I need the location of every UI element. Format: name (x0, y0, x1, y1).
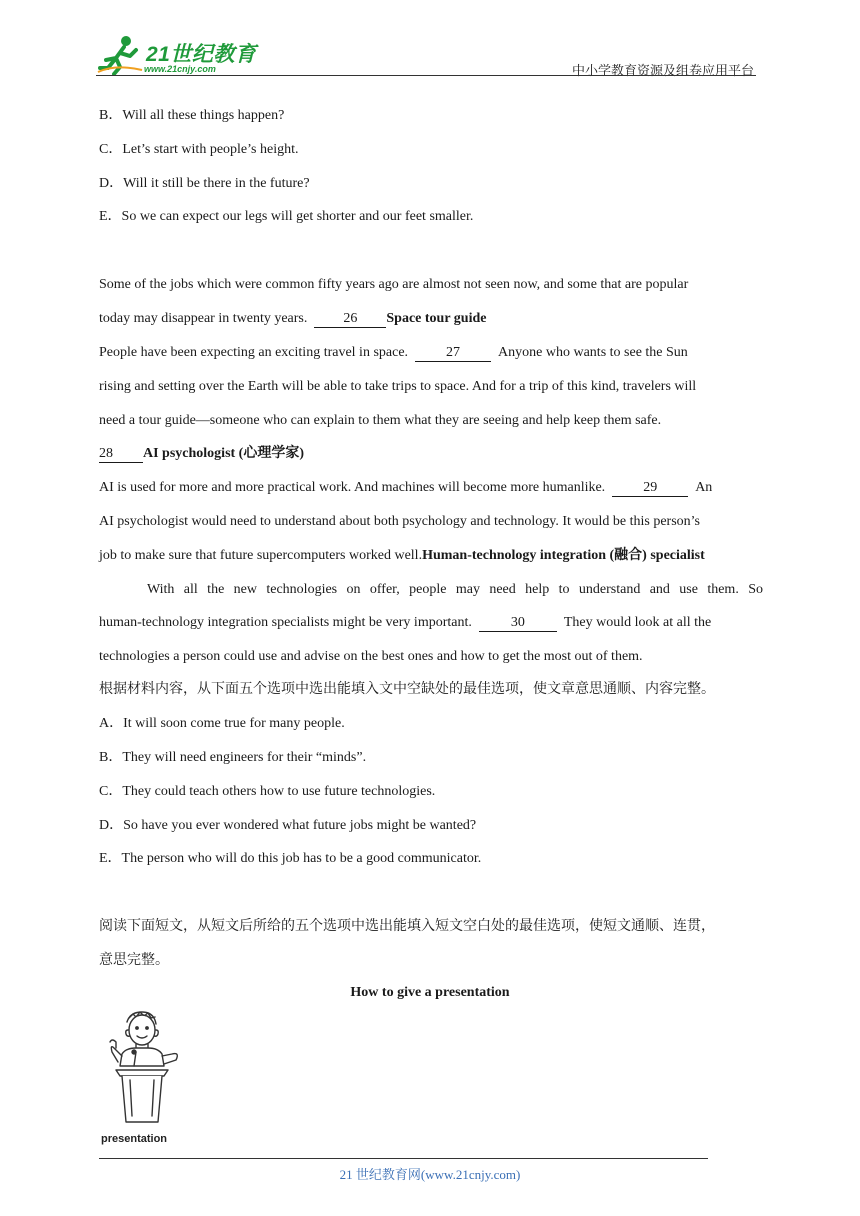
paragraph-line (99, 444, 304, 464)
page-header (96, 30, 756, 78)
option-d: D．So have you ever wondered what future jobs might be wanted? (99, 818, 477, 833)
runner-logo-icon (96, 34, 144, 76)
footer-divider (99, 1158, 708, 1159)
heading-space-tour-guide: Space tour guide (386, 311, 487, 326)
logo-url: www.21cnjy.com (144, 64, 216, 74)
page-footer: 21 世纪教育网(www.21cnjy.com) (339, 1167, 521, 1182)
heading-integration-specialist: Human-technology integration (融合) specialist (422, 548, 705, 563)
platform-name: 中小学教育资源及组卷应用平台 (571, 63, 754, 78)
blank-30: 30 (479, 615, 557, 632)
paragraph-line: People have been expecting an exciting travel in space. 27 Anyone who wants to see the Sun (99, 345, 688, 360)
option-e: E．So we can expect our legs will get shorter and our feet smaller. (99, 209, 474, 224)
instruction-text: 根据材料内容，从下面五个选项中选出能填入文中空缺处的最佳选项，使文章意思通顺、内容完整。 (99, 682, 715, 697)
option-a: A．It will soon come true for many people. (99, 716, 345, 731)
presentation-illustration (100, 1008, 190, 1146)
paragraph-line: AI psychologist would need to understand about both psychology and technology. It would be this person’s (99, 514, 701, 529)
paragraph-line: With all the new technologies on offer, people may need help to understand and use them. So (147, 582, 763, 597)
picture-caption: presentation (101, 1133, 168, 1145)
option-c: C．Let’s start with people’s height. (99, 142, 299, 157)
paragraph-line: human-technology integration specialists might be very important. 30 They would look at all the (99, 615, 712, 630)
header-divider (96, 75, 756, 76)
section-title: How to give a presentation (350, 985, 510, 1000)
instruction-text: 阅读下面短文，从短文后所给的五个选项中选出能填入短文空白处的最佳选项，使短文通顺、连贯， (99, 919, 715, 934)
paragraph-line: AI is used for more and more practical work. And machines will become more humanlike. 29 An (99, 480, 713, 495)
option-e: E．The person who will do this job has to be a good communicator. (99, 851, 482, 866)
speaker-at-podium-icon (100, 1008, 190, 1146)
option-b: B．They will need engineers for their “minds”. (99, 750, 367, 765)
paragraph-line: need a tour guide—someone who can explain to them what they are seeing and help keep them safe. (99, 413, 662, 428)
instruction-text: 意思完整。 (99, 953, 169, 968)
paragraph-line: technologies a person could use and advise on the best ones and how to get the most out of them. (99, 649, 643, 664)
paragraph-line: today may disappear in twenty years. 26 Space tour guide (99, 311, 487, 326)
option-d: D．Will it still be there in the future? (99, 176, 310, 191)
option-c: C．They could teach others how to use future technologies. (99, 784, 436, 799)
heading-ai-psychologist: AI psychologist (心理学家) (143, 446, 305, 461)
site-logo (96, 34, 266, 76)
blank-28: 28 (99, 446, 143, 463)
blank-26: 26 (314, 311, 386, 328)
paragraph-line: job to make sure that future supercomputers worked well.Human-technology integration (融合) specialist (99, 548, 705, 563)
paragraph-line: rising and setting over the Earth will be able to take trips to space. And for a trip of this kind, travelers will (99, 379, 697, 394)
blank-29: 29 (612, 480, 688, 497)
blank-27: 27 (415, 345, 491, 362)
logo-text: 21世纪教育 (146, 43, 257, 66)
paragraph-line: Some of the jobs which were common fifty years ago are almost not seen now, and some that are popular (99, 277, 689, 292)
option-b: B．Will all these things happen? (99, 108, 285, 123)
